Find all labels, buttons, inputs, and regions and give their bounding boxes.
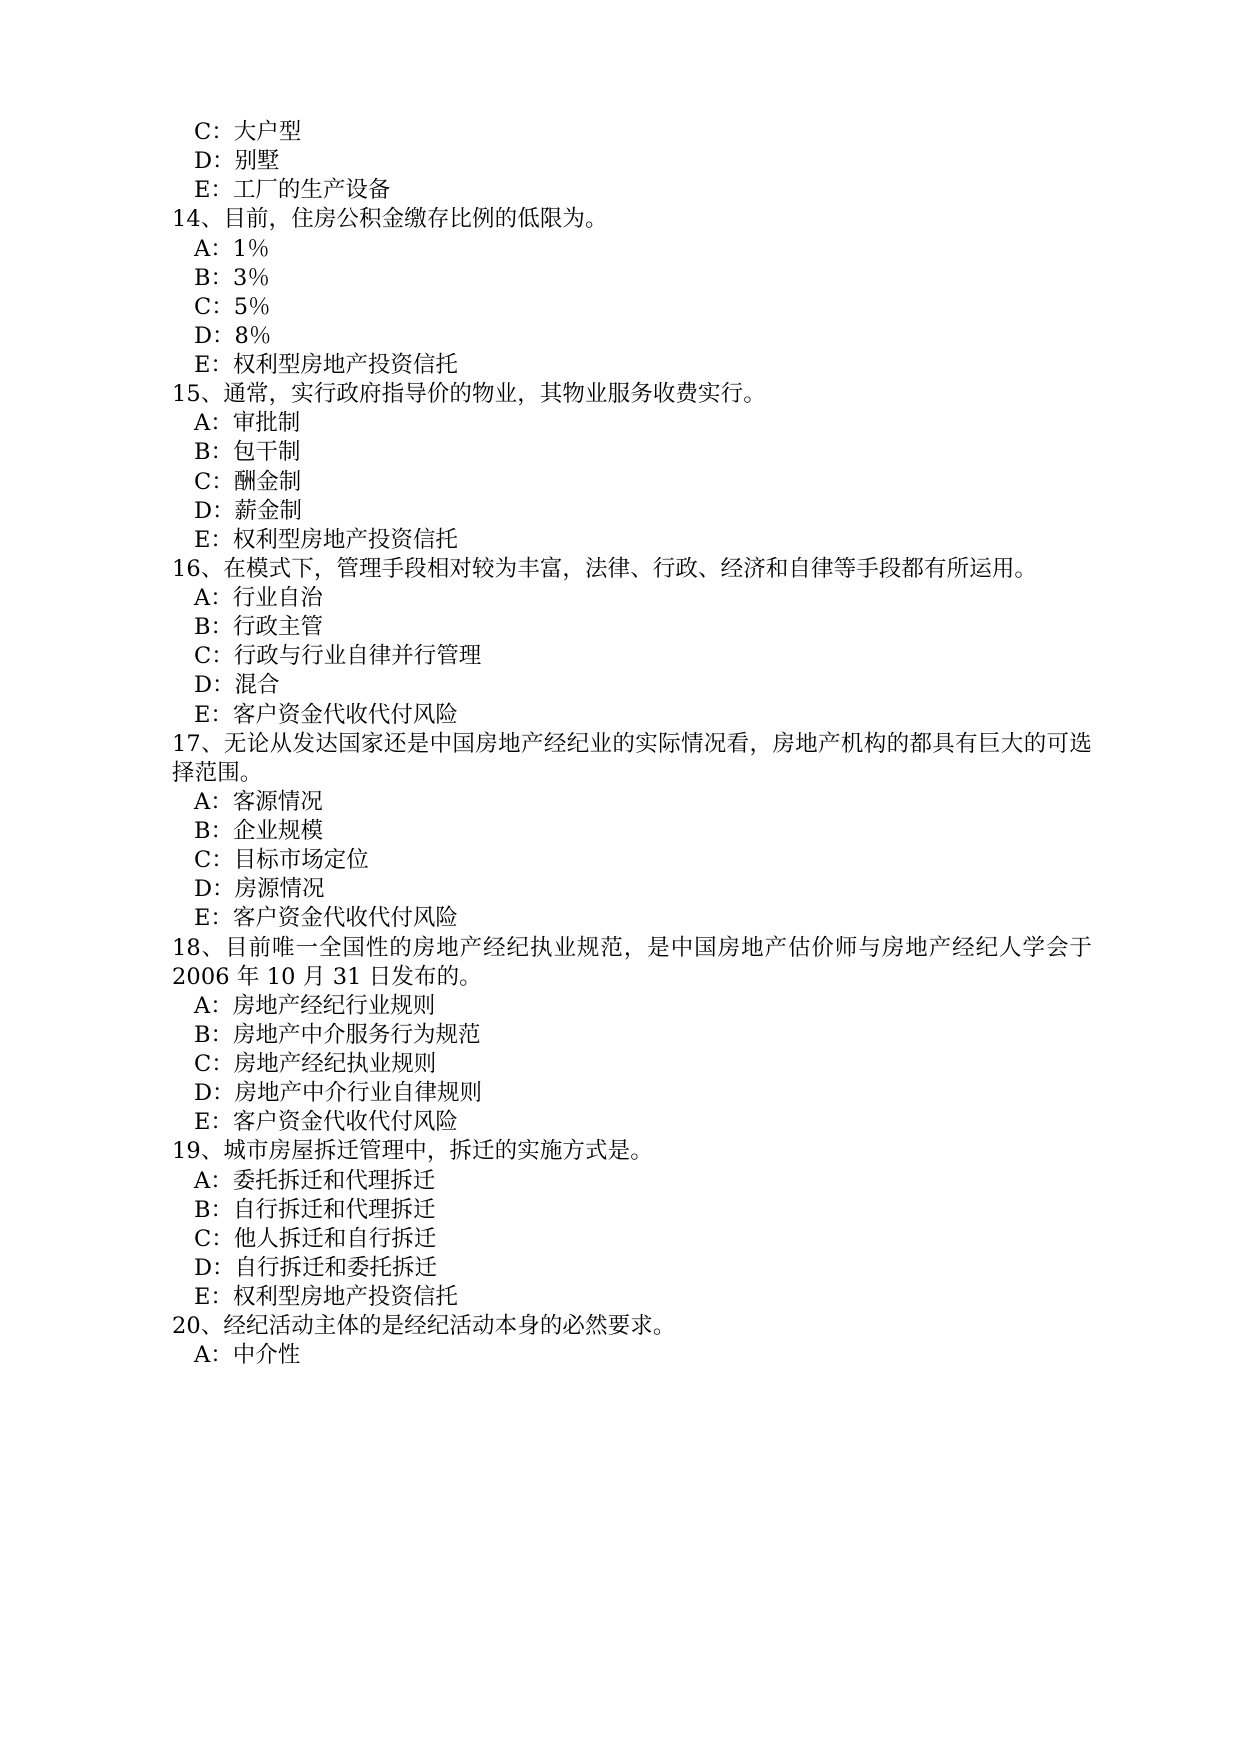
option-line: B：房地产中介服务行为规范 — [194, 1021, 481, 1048]
option-line: E：权利型房地产投资信托 — [194, 352, 458, 378]
option-line: D：8％ — [194, 322, 272, 349]
option-line: D：薪金制 — [194, 497, 303, 524]
question-stem: 17、无论从发达国家还是中国房地产经纪业的实际情况看，房地产机构的都具有巨大的可选择范围。 — [172, 730, 1092, 786]
question-19 — [172, 1137, 1092, 1312]
question-stem: 20、经纪活动主体的是经纪活动本身的必然要求。 — [172, 1313, 676, 1340]
option-line: C：5％ — [194, 293, 271, 320]
option-line: D：别墅 — [194, 148, 280, 175]
question-17 — [172, 730, 1092, 934]
option-line: C：酬金制 — [194, 468, 302, 495]
option-line: C：目标市场定位 — [194, 847, 369, 874]
question-15 — [172, 380, 1092, 555]
option-line: C：他人拆迁和自行拆迁 — [194, 1225, 437, 1252]
option-line: A：中介性 — [194, 1342, 301, 1369]
option-line: E：权利型房地产投资信托 — [194, 526, 458, 553]
option-line: D：自行拆迁和委托拆迁 — [194, 1254, 438, 1281]
option-line: A：行业自治 — [194, 585, 323, 611]
question-stem: 15、通常，实行政府指导价的物业，其物业服务收费实行。 — [172, 381, 766, 408]
option-line: B：包干制 — [194, 439, 301, 466]
option-line: A：1％ — [194, 235, 270, 262]
option-line: D：混合 — [194, 672, 280, 699]
option-line: C：房地产经纪执业规则 — [194, 1051, 437, 1077]
lead-options-block — [172, 118, 1092, 205]
question-18 — [172, 934, 1092, 1138]
option-line: D：房源情况 — [194, 876, 325, 903]
question-stem: 16、在模式下，管理手段相对较为丰富，法律、行政、经济和自律等手段都有所运用。 — [172, 555, 1038, 582]
document-body — [172, 118, 1092, 1370]
option-line: A：审批制 — [194, 410, 301, 437]
option-line: B：企业规模 — [194, 818, 324, 844]
option-line: E：客户资金代收代付风险 — [194, 1109, 458, 1136]
question-16 — [172, 555, 1092, 730]
option-line: E：客户资金代收代付风险 — [194, 905, 458, 932]
option-line: A：客源情况 — [194, 788, 323, 815]
option-line: B：3％ — [194, 264, 270, 291]
option-line: C：大户型 — [194, 119, 302, 145]
option-line: E：工厂的生产设备 — [194, 177, 391, 204]
option-line: B：行政主管 — [194, 614, 324, 641]
question-14 — [172, 205, 1092, 380]
question-stem: 18、目前唯一全国性的房地产经纪执业规范，是中国房地产估价师与房地产经纪人学会于 2006 年 10 月 31 日发布的。 — [172, 934, 1092, 990]
option-line: E：客户资金代收代付风险 — [194, 701, 458, 728]
option-line: E：权利型房地产投资信托 — [194, 1284, 458, 1310]
option-line: D：房地产中介行业自律规则 — [194, 1080, 483, 1107]
option-line: A：房地产经纪行业规则 — [194, 992, 436, 1019]
question-stem: 19、城市房屋拆迁管理中，拆迁的实施方式是。 — [172, 1138, 653, 1165]
question-20 — [172, 1312, 1092, 1370]
option-line: B：自行拆迁和代理拆迁 — [194, 1196, 436, 1223]
option-line: A：委托拆迁和代理拆迁 — [194, 1167, 436, 1194]
option-line: C：行政与行业自律并行管理 — [194, 643, 482, 670]
question-stem: 14、目前，住房公积金缴存比例的低限为。 — [172, 206, 608, 233]
